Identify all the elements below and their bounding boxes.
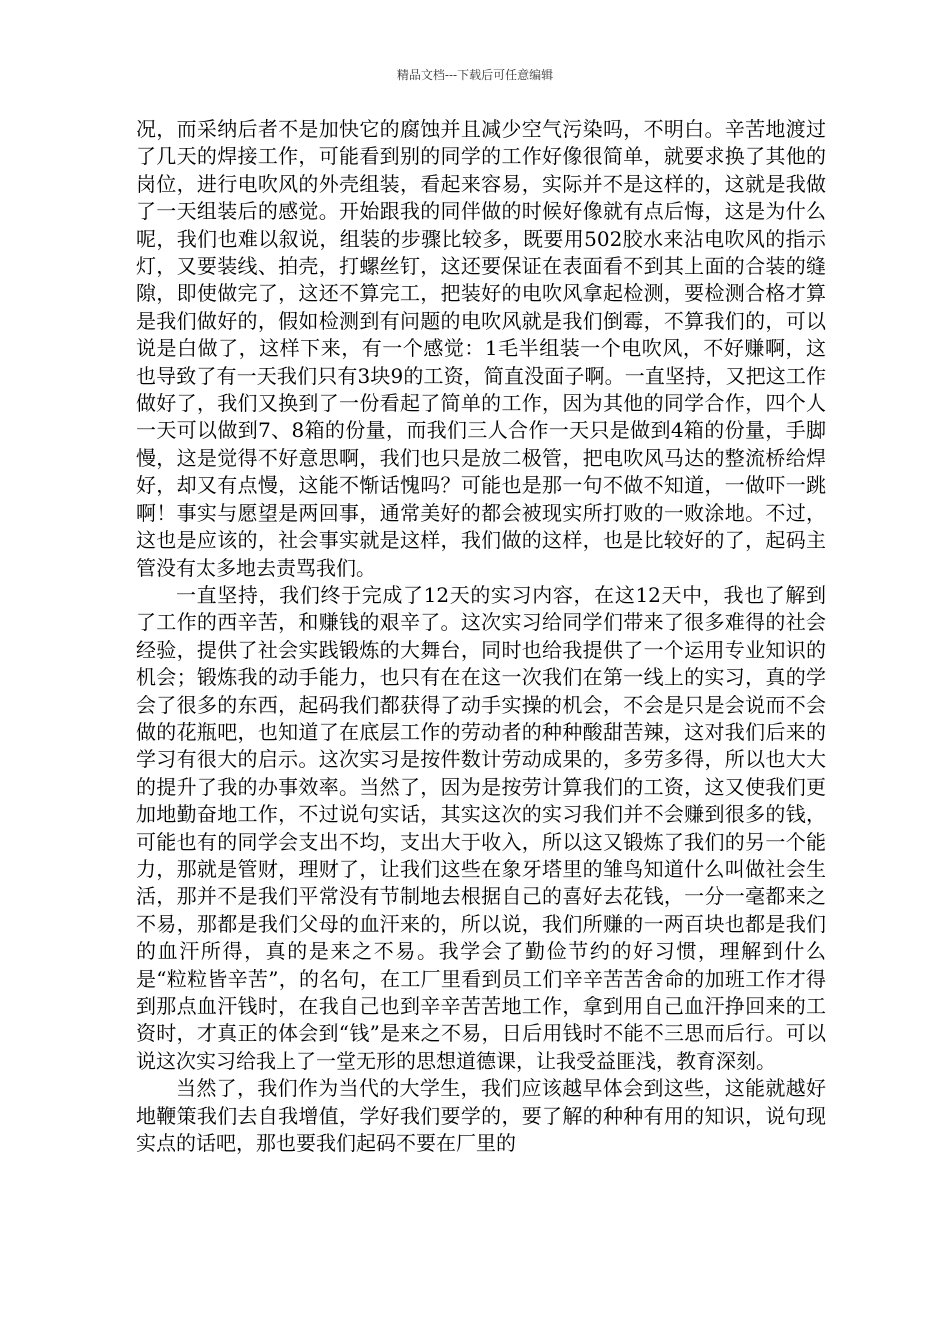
paragraph-2: 一直坚持，我们终于完成了12天的实习内容，在这12天中，我也了解到了工作的西辛苦，和赚钱的艰辛了。这次实习给同学们带来了很多难得的社会经验，提供了社会实践锻炼的大舞台，同时也给我提供了一个运用专业知识的机会；锻炼我的动手能力，也只有在在这一次我们在第一线上的实习，真的学会了很多的东西，起码我们都获得了动手实操的机会，不会是只是会说而不会做的花瓶吧，也知道了在底层工作的劳动者的种种酸甜苦辣，这对我们后来的学习有很大的启示。这次实习是按件数计劳动成果的，多劳多得，所以也大大的提升了我的办事效率。当然了，因为是按劳计算我们的工资，这又使我们更加地勤奋地工作，不过说句实话，其实这次的实习我们并不会赚到很多的钱，可能也有的同学会支出不均，支出大于收入，所以这又锻炼了我们的另一个能力，那就是管财，理财了，让我们这些在象牙塔里的雏鸟知道什么叫做社会生活，那并不是我们平常没有节制地去根据自己的喜好去花钱，一分一毫都来之不易，那都是我们父母的血汗来的，所以说，我们所赚的一两百块也都是我们的血汗所得，真的是来之不易。我学会了勤俭节约的好习惯，理解到什么是“粒粒皆辛苦”，的名句，在工厂里看到员工们辛辛苦苦舍命的加班工作才得到那点血汗钱时，在我自己也到辛辛苦苦地工作，拿到用自己血汗挣回来的工资时，才真正的体会到“钱”是来之不易，日后用钱时不能不三思而后行。可以说这次实习给我上了一堂无形的思想道德课，让我受益匪浅，教育深刻。	[136, 582, 826, 1073]
document-body	[136, 116, 826, 1157]
paragraph-3: 当然了，我们作为当代的大学生，我们应该越早体会到这些，这能就越好地鞭策我们去自我增值，学好我们要学的，要了解的种种有用的知识，说句现实点的话吧，那也要我们起码不要在厂里的	[136, 1076, 826, 1156]
paragraph-1: 况，而采纳后者不是加快它的腐蚀并且减少空气污染吗，不明白。辛苦地渡过了几天的焊接工作，可能看到别的同学的工作好像很简单，就要求换了其他的岗位，进行电吹风的外壳组装，看起来容易，实际并不是这样的，这就是我做了一天组装后的感觉。开始跟我的同伴做的时候好像就有点后悔，这是为什么呢，我们也难以叙说，组装的步骤比较多，既要用502胶水来沾电吹风的指示灯，又要装线、拍壳，打螺丝钉，这还要保证在表面看不到其上面的合装的缝隙，即使做完了，这还不算完工，把装好的电吹风拿起检测，要检测合格才算是我们做好的，假如检测到有问题的电吹风就是我们倒霉，不算我们的，可以说是白做了，这样下来，有一个感觉：1毛半组装一个电吹风，不好赚啊，这也导致了有一天我们只有3块9的工资，简直没面子啊。一直坚持，又把这工作做好了，我们又换到了一份看起了简单的工作，因为其他的同学合作，四个人一天可以做到7、8箱的份量，而我们三人合作一天只是做到4箱的份量，手脚慢，这是觉得不好意思啊，我们也只是放二极管，把电吹风马达的整流桥给焊好，却又有点慢，这能不惭话愧吗？可能也是那一句不做不知道，一做吓一跳啊！事实与愿望是两回事，通常美好的都会被现实所打败的一败涂地。不过，这也是应该的，社会事实就是这样，我们做的这样，也是比较好的了，起码主管没有太多地去责骂我们。	[136, 117, 826, 580]
page-header: 精品文档---下载后可任意编辑	[396, 68, 554, 82]
